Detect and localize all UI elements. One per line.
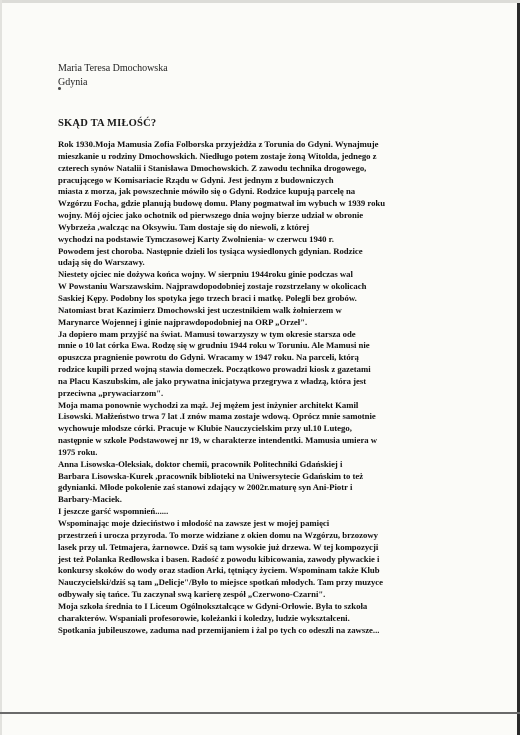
text-line: Nauczycielski/dziś są tam „Delicje"/Było to miejsce spotkań młodych. Tam przy muzyce [58,577,384,588]
text-line: Barbara Lisowska-Kurek ,pracownik biblioteki na Uniwersytecie Gdańskim to też [58,470,364,481]
text-line: Ja dopiero mam przyjść na świat. Mamusi towarzyszy w tym okresie starsza ode [58,328,356,339]
text-line: na Placu Kaszubskim, ale jako prywatna inicjatywa przegrywa z władzą, która jest [58,375,367,386]
text-line: Wybrzeża ,walcząc na Oksywiu. Tam dostaje się do niewoli, z której [58,221,310,232]
text-line: przestrzeń i urocza przyroda. To morze widziane z okien domu na Wzgórzu, brzozowy [58,529,378,540]
text-line: lasek przy ul. Tetmajera, żarnowce. Dziś są tam wysokie już drzewa. W tej kompozycji [58,541,379,552]
scan-edge-left [0,0,2,735]
text-line: jest też Polanka Redłowska i basen. Radość z powodu kibicowania, zawody pływackie i [58,553,380,564]
text-line: Saskiej Kępy. Podobny los spotyka jego trzech braci i matkę. Polegli bez grobów. [58,292,357,303]
text-line: mnie o 10 lat córka Ewa. Rodzę się w grudniu 1944 roku w Toruniu. Ale Mamusi nie [58,340,370,351]
text-line: Moja mama ponownie wychodzi za mąż. Jej mężem jest inżynier architekt Kamil [58,399,359,410]
text-line: konkursy skoków do wody oraz stadion Arki, tętniący życiem. Wspominam także Klub [58,565,380,576]
text-line: następnie w szkole Podstawowej nr 19, w charakterze intendentki. Mamusia umiera w [58,435,378,446]
text-line: gdynianki. Młode pokolenie zaś stanowi zdający w 2002r.maturę syn Ani-Piotr i [58,482,353,493]
text-line: udają się do Warszawy. [58,257,145,268]
text-line: Lisowski. Małżeństwo trwa 7 lat .I znów mama zostaje wdową. Oprócz mnie samotnie [58,411,376,422]
author-header [58,62,168,90]
text-line: wychowuje młodsze córki. Pracuje w Klubie Nauczycielskim przy ul.10 Lutego, [58,423,352,434]
text-line: odbywały się tańce. Tu zaczynał swą karierę zespół „Czerwono-Czarni". [58,589,326,600]
author-name: Maria Teresa Dmochowska [58,63,168,74]
text-line: Anna Lisowska-Oleksiak, doktor chemii, pracownik Politechniki Gdańskiej i [58,458,343,469]
text-line: W Powstaniu Warszawskim. Najprawdopodobniej zostaje rozstrzelany w okolicach [58,281,367,292]
text-line: wojny. Mój ojciec jako ochotnik od pierwszego dnia wojny bierze udział w obronie [58,210,364,221]
text-line: pracującego w Komisariacie Rządu w Gdyni. Jest jednym z budowniczych [58,174,334,185]
document-body [58,139,460,636]
text-line: charakterów. Wspaniali profesorowie, koleżanki i koledzy, ludzie wykształceni. [58,612,350,623]
text-line: Powodem jest choroba. Następnie dzieli los tysiąca wysiedlonych gdynian. Rodzice [58,245,363,256]
text-line: rodzice kupili przed wojną stawia domeczek. Początkowo prowadzi kiosk z gazetami [58,364,371,375]
text-line: mieszkanie u rodziny Dmochowskich. Niedługo potem zostaje żoną Witolda, jednego z [58,150,377,161]
text-line: Rok 1930.Moja Mamusia Zofia Folborska przyjeżdża z Torunia do Gdyni. Wynajmuje [58,139,379,149]
text-line: Natomiast brat Kazimierz Dmochowski jest uczestnikiem walk żołnierzem w [58,304,342,315]
text-line: Moja szkoła średnia to I Liceum Ogólnokształcące w Gdyni-Orłowie. Była to szkoła [58,600,368,611]
text-line: opuszcza pragnienie powrotu do Gdyni. Wracamy w 1947 roku. Na parceli, którą [58,352,359,363]
text-line: Marynarce Wojennej i ginie najprawdopodobniej na ORP „Orzeł". [58,316,308,327]
scan-edge-top [0,0,520,3]
text-line: 1975 roku. [58,446,98,457]
text-line: I jeszcze garść wspomnień...... [58,506,169,517]
text-line: Barbary-Maciek. [58,494,122,505]
document-title: SKĄD TA MIŁOŚĆ? [58,118,157,129]
text-line: Wspominając moje dzieciństwo i młodość na zawsze jest w mojej pamięci [58,518,330,528]
text-line: Wzgórzu Focha, gdzie planują budowę domu. Plany pogmatwał im wybuch w 1939 roku [58,198,386,209]
text-line: przeciwna „prywaciarzom". [58,387,164,398]
text-line: wychodzi na podstawie Tymczasowej Karty Zwolnienia- w czerwcu 1940 r. [58,233,334,244]
text-line: miasta z morza, jak powszechnie mówiło się o Gdyni. Rodzice kupują parcelę na [58,186,356,197]
text-line: czterech synów Natalii i Stanisława Dmochowskich. Z zawodu technika drogowego, [58,162,367,173]
text-line: Spotkania jubileuszowe, zaduma nad przemijaniem i żal po tych co odeszli na zawsze... [58,624,380,635]
text-line: Niestety ojciec nie dożywa końca wojny. W sierpniu 1944roku ginie podczas wal [58,269,353,280]
scan-edge-bottom [0,712,520,714]
author-city: Gdynia [58,77,88,88]
